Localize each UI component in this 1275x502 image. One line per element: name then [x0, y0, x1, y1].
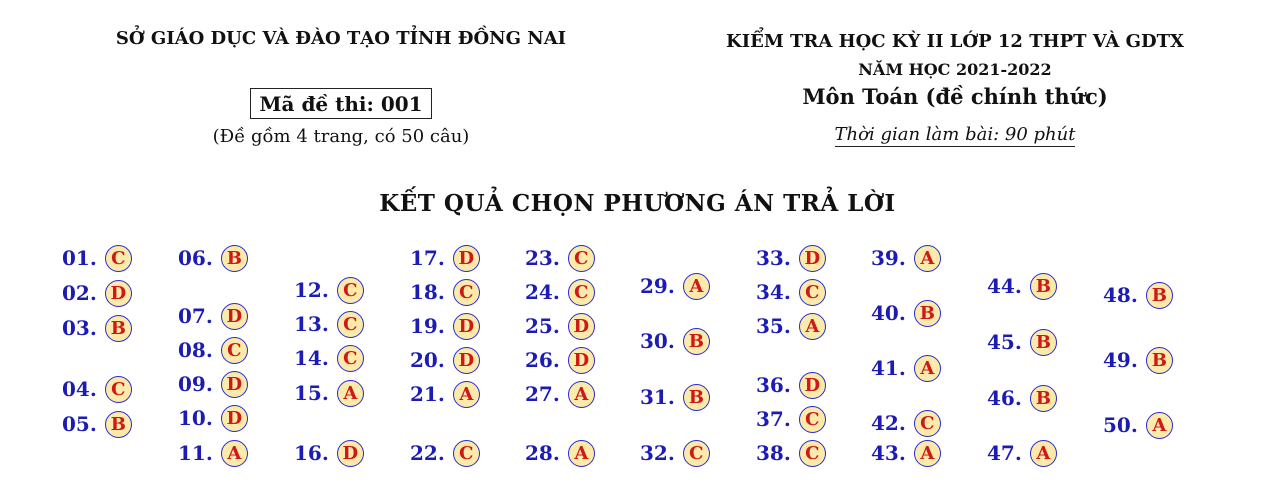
answer-item: [871, 244, 941, 272]
answer-item: [178, 370, 248, 398]
question-number: 27.: [525, 382, 560, 406]
answer-choice-bubble: C: [105, 245, 132, 272]
question-number: 13.: [294, 312, 329, 336]
question-number: 08.: [178, 338, 213, 362]
answer-choice-bubble: D: [799, 372, 826, 399]
answer-item: [640, 272, 710, 300]
answer-choice-bubble: B: [221, 245, 248, 272]
answer-choice-bubble: B: [1146, 282, 1173, 309]
answer-item: [525, 346, 595, 374]
answer-item: [525, 380, 595, 408]
question-number: 01.: [62, 246, 97, 270]
answer-item: [1103, 281, 1173, 309]
question-number: 26.: [525, 348, 560, 372]
answer-item: [294, 310, 364, 338]
answer-choice-bubble: C: [453, 440, 480, 467]
question-number: 31.: [640, 385, 675, 409]
time-limit: Thời gian làm bài: 90 phút: [834, 124, 1076, 145]
answer-choice-bubble: D: [221, 371, 248, 398]
answer-choice-bubble: D: [337, 440, 364, 467]
answer-choice-bubble: A: [914, 355, 941, 382]
answer-choice-bubble: B: [914, 300, 941, 327]
question-number: 40.: [871, 301, 906, 325]
question-number: 33.: [756, 246, 791, 270]
answer-choice-bubble: A: [221, 440, 248, 467]
answer-choice-bubble: D: [799, 245, 826, 272]
question-number: 15.: [294, 381, 329, 405]
answer-choice-bubble: C: [799, 440, 826, 467]
answer-choice-bubble: B: [683, 384, 710, 411]
answer-choice-bubble: C: [337, 311, 364, 338]
answer-item: [987, 384, 1057, 412]
question-number: 46.: [987, 386, 1022, 410]
answer-choice-bubble: B: [1146, 347, 1173, 374]
answer-item: [525, 278, 595, 306]
answer-item: [640, 327, 710, 355]
question-number: 23.: [525, 246, 560, 270]
answer-choice-bubble: D: [221, 303, 248, 330]
answer-item: [756, 405, 826, 433]
question-number: 10.: [178, 406, 213, 430]
answer-choice-bubble: D: [568, 347, 595, 374]
answer-item: [410, 278, 480, 306]
exam-title: KIỂM TRA HỌC KỲ II LỚP 12 THPT VÀ GDTX: [726, 31, 1184, 52]
question-number: 20.: [410, 348, 445, 372]
answer-item: [871, 439, 941, 467]
exam-code: Mã đề thi: 001: [250, 88, 431, 119]
answer-choice-bubble: A: [337, 380, 364, 407]
answer-item: [871, 354, 941, 382]
question-number: 44.: [987, 274, 1022, 298]
question-number: 24.: [525, 280, 560, 304]
answer-choice-bubble: B: [1030, 385, 1057, 412]
answer-item: [410, 244, 480, 272]
answer-choice-bubble: B: [105, 315, 132, 342]
question-number: 12.: [294, 278, 329, 302]
answer-item: [178, 336, 248, 364]
question-number: 05.: [62, 412, 97, 436]
answer-item: [178, 404, 248, 432]
answer-choice-bubble: A: [1030, 440, 1057, 467]
answer-item: [62, 375, 132, 403]
answer-choice-bubble: D: [221, 405, 248, 432]
answer-item: [178, 302, 248, 330]
question-number: 50.: [1103, 413, 1138, 437]
answer-item: [871, 299, 941, 327]
answer-item: [410, 312, 480, 340]
answer-choice-bubble: C: [914, 410, 941, 437]
question-number: 25.: [525, 314, 560, 338]
answer-choice-bubble: A: [914, 440, 941, 467]
answer-item: [756, 244, 826, 272]
time-limit-wrap: [640, 124, 1270, 147]
answer-choice-bubble: B: [683, 328, 710, 355]
question-number: 03.: [62, 316, 97, 340]
question-number: 17.: [410, 246, 445, 270]
question-number: 07.: [178, 304, 213, 328]
answer-item: [62, 244, 132, 272]
answer-choice-bubble: D: [453, 245, 480, 272]
answer-item: [62, 279, 132, 307]
answer-item: [640, 439, 710, 467]
answer-choice-bubble: C: [568, 245, 595, 272]
answer-item: [756, 278, 826, 306]
answer-item: [294, 344, 364, 372]
answer-item: [871, 409, 941, 437]
answer-item: [294, 439, 364, 467]
answer-item: [756, 371, 826, 399]
answer-choice-bubble: D: [568, 313, 595, 340]
subject: Môn Toán (đề chính thức): [802, 84, 1108, 109]
answer-item: [178, 244, 248, 272]
answer-item: [62, 314, 132, 342]
question-number: 02.: [62, 281, 97, 305]
answer-item: [756, 439, 826, 467]
question-number: 36.: [756, 373, 791, 397]
question-number: 19.: [410, 314, 445, 338]
question-number: 18.: [410, 280, 445, 304]
answer-item: [756, 312, 826, 340]
question-number: 41.: [871, 356, 906, 380]
answer-choice-bubble: A: [568, 440, 595, 467]
answer-item: [1103, 346, 1173, 374]
answer-item: [525, 439, 595, 467]
question-number: 38.: [756, 441, 791, 465]
question-number: 47.: [987, 441, 1022, 465]
answer-choice-bubble: A: [914, 245, 941, 272]
department-name: SỞ GIÁO DỤC VÀ ĐÀO TẠO TỈNH ĐỒNG NAI: [115, 28, 567, 49]
answer-choice-bubble: A: [799, 313, 826, 340]
answer-choice-bubble: A: [453, 381, 480, 408]
answer-item: [410, 439, 480, 467]
answer-choice-bubble: C: [683, 440, 710, 467]
answer-item: [640, 383, 710, 411]
question-number: 34.: [756, 280, 791, 304]
question-number: 16.: [294, 441, 329, 465]
question-number: 30.: [640, 329, 675, 353]
question-number: 48.: [1103, 283, 1138, 307]
question-number: 21.: [410, 382, 445, 406]
answer-item: [525, 244, 595, 272]
question-number: 29.: [640, 274, 675, 298]
question-number: 37.: [756, 407, 791, 431]
answer-item: [1103, 411, 1173, 439]
question-number: 09.: [178, 372, 213, 396]
question-number: 45.: [987, 330, 1022, 354]
answer-item: [987, 439, 1057, 467]
answer-choice-bubble: B: [1030, 273, 1057, 300]
answer-choice-bubble: C: [221, 337, 248, 364]
answer-item: [987, 272, 1057, 300]
answer-choice-bubble: C: [337, 277, 364, 304]
answer-choice-bubble: C: [799, 279, 826, 306]
answers-title: KẾT QUẢ CHỌN PHƯƠNG ÁN TRẢ LỜI: [379, 190, 896, 217]
answer-choice-bubble: A: [568, 381, 595, 408]
answer-choice-bubble: C: [568, 279, 595, 306]
exam-code-box: [0, 88, 682, 119]
answer-item: [62, 410, 132, 438]
answer-choice-bubble: C: [337, 345, 364, 372]
question-number: 43.: [871, 441, 906, 465]
question-number: 32.: [640, 441, 675, 465]
question-number: 42.: [871, 411, 906, 435]
answer-choice-bubble: C: [105, 376, 132, 403]
question-number: 22.: [410, 441, 445, 465]
answer-choice-bubble: D: [453, 313, 480, 340]
school-year: NĂM HỌC 2021-2022: [858, 60, 1052, 79]
question-number: 06.: [178, 246, 213, 270]
answer-item: [410, 380, 480, 408]
answer-choice-bubble: D: [105, 280, 132, 307]
answer-item: [410, 346, 480, 374]
answer-choice-bubble: B: [105, 411, 132, 438]
question-number: 04.: [62, 377, 97, 401]
answer-item: [987, 328, 1057, 356]
question-number: 14.: [294, 346, 329, 370]
answer-choice-bubble: B: [1030, 329, 1057, 356]
answer-item: [178, 439, 248, 467]
answer-choice-bubble: C: [799, 406, 826, 433]
question-number: 28.: [525, 441, 560, 465]
question-number: 11.: [178, 441, 213, 465]
answer-item: [525, 312, 595, 340]
answer-item: [294, 379, 364, 407]
answer-item: [294, 276, 364, 304]
question-number: 35.: [756, 314, 791, 338]
answer-choice-bubble: A: [683, 273, 710, 300]
question-number: 49.: [1103, 348, 1138, 372]
answer-choice-bubble: D: [453, 347, 480, 374]
question-number: 39.: [871, 246, 906, 270]
answer-choice-bubble: C: [453, 279, 480, 306]
page-info: (Đề gồm 4 trang, có 50 câu): [212, 126, 470, 147]
answer-choice-bubble: A: [1146, 412, 1173, 439]
